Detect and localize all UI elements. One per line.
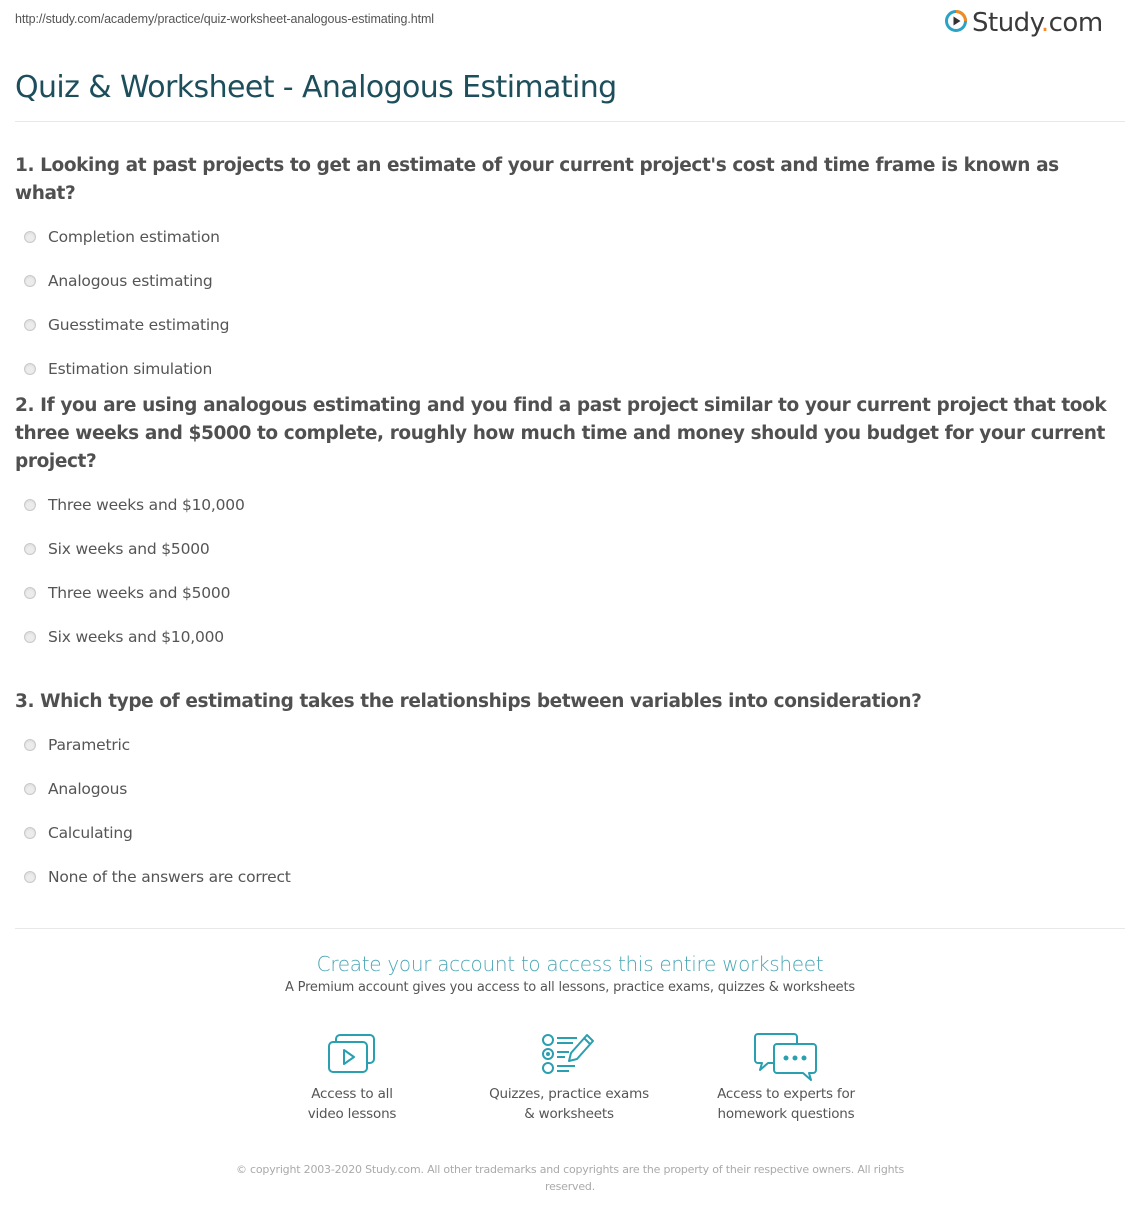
chat-bubbles-icon	[686, 1032, 886, 1082]
question-text: 3. Which type of estimating takes the relationships between variables into consideration?	[15, 691, 922, 712]
option-label: Guesstimate estimating	[48, 316, 230, 334]
question-text: 1. Looking at past projects to get an estimate of your current project's cost and time frame is known as what?	[15, 155, 1059, 204]
question-2	[15, 392, 1115, 659]
radio-button[interactable]	[24, 275, 36, 287]
answer-option[interactable]	[15, 767, 1115, 811]
page-url: http://study.com/academy/practice/quiz-worksheet-analogous-estimating.html	[15, 12, 434, 26]
feature-label: Access to experts for homework questions	[717, 1086, 855, 1122]
radio-button[interactable]	[24, 543, 36, 555]
answer-option[interactable]	[15, 259, 1115, 303]
study-logo[interactable]	[944, 8, 1103, 38]
feature-experts	[686, 1032, 886, 1124]
option-label: Analogous estimating	[48, 272, 213, 290]
answer-option[interactable]	[15, 303, 1115, 347]
answer-option[interactable]	[15, 527, 1115, 571]
video-lessons-icon	[252, 1032, 452, 1076]
question-3	[15, 688, 1115, 899]
option-label: Analogous	[48, 780, 128, 798]
divider	[15, 928, 1125, 929]
divider	[15, 121, 1125, 122]
answer-option[interactable]	[15, 483, 1115, 527]
option-label: Three weeks and $10,000	[48, 496, 245, 514]
play-circle-icon	[944, 9, 968, 37]
answer-option[interactable]	[15, 855, 1115, 899]
answer-option[interactable]	[15, 571, 1115, 615]
options-list	[15, 215, 1115, 391]
feature-label: Quizzes, practice exams & worksheets	[489, 1086, 649, 1122]
option-label: Estimation simulation	[48, 360, 213, 378]
answer-option[interactable]	[15, 615, 1115, 659]
signup-cta	[0, 952, 1140, 995]
radio-button[interactable]	[24, 319, 36, 331]
radio-button[interactable]	[24, 499, 36, 511]
option-label: Completion estimation	[48, 228, 220, 246]
radio-button[interactable]	[24, 739, 36, 751]
option-label: Three weeks and $5000	[48, 584, 231, 602]
copyright-footer: © copyright 2003-2020 Study.com. All other trademarks and copyrights are the property of their respective owners. All rights reserved.	[235, 1163, 905, 1193]
radio-button[interactable]	[24, 631, 36, 643]
question-1	[15, 152, 1115, 391]
radio-button[interactable]	[24, 871, 36, 883]
radio-button[interactable]	[24, 783, 36, 795]
options-list	[15, 483, 1115, 659]
options-list	[15, 723, 1115, 899]
quiz-checklist-icon	[469, 1032, 669, 1076]
cta-subtitle: A Premium account gives you access to all lessons, practice exams, quizzes & worksheets	[285, 980, 855, 995]
feature-label: Access to all video lessons	[307, 1086, 397, 1122]
option-label: Six weeks and $10,000	[48, 628, 224, 646]
feature-video-lessons	[252, 1032, 452, 1124]
option-label: Calculating	[48, 824, 133, 842]
option-label: None of the answers are correct	[48, 868, 291, 886]
radio-button[interactable]	[24, 231, 36, 243]
feature-quizzes	[469, 1032, 669, 1124]
answer-option[interactable]	[15, 723, 1115, 767]
radio-button[interactable]	[24, 363, 36, 375]
answer-option[interactable]	[15, 347, 1115, 391]
radio-button[interactable]	[24, 827, 36, 839]
question-text: 2. If you are using analogous estimating and you find a past project similar to your current project that took three weeks and $5000 to complete, roughly how much time and money should you budget for your current project?	[15, 395, 1107, 472]
cta-title-link[interactable]: Create your account to access this entire worksheet	[316, 952, 824, 976]
option-label: Six weeks and $5000	[48, 540, 210, 558]
page-title: Quiz & Worksheet - Analogous Estimating	[15, 70, 617, 105]
logo-text: Study.com	[972, 8, 1103, 38]
answer-option[interactable]	[15, 215, 1115, 259]
answer-option[interactable]	[15, 811, 1115, 855]
radio-button[interactable]	[24, 587, 36, 599]
option-label: Parametric	[48, 736, 130, 754]
